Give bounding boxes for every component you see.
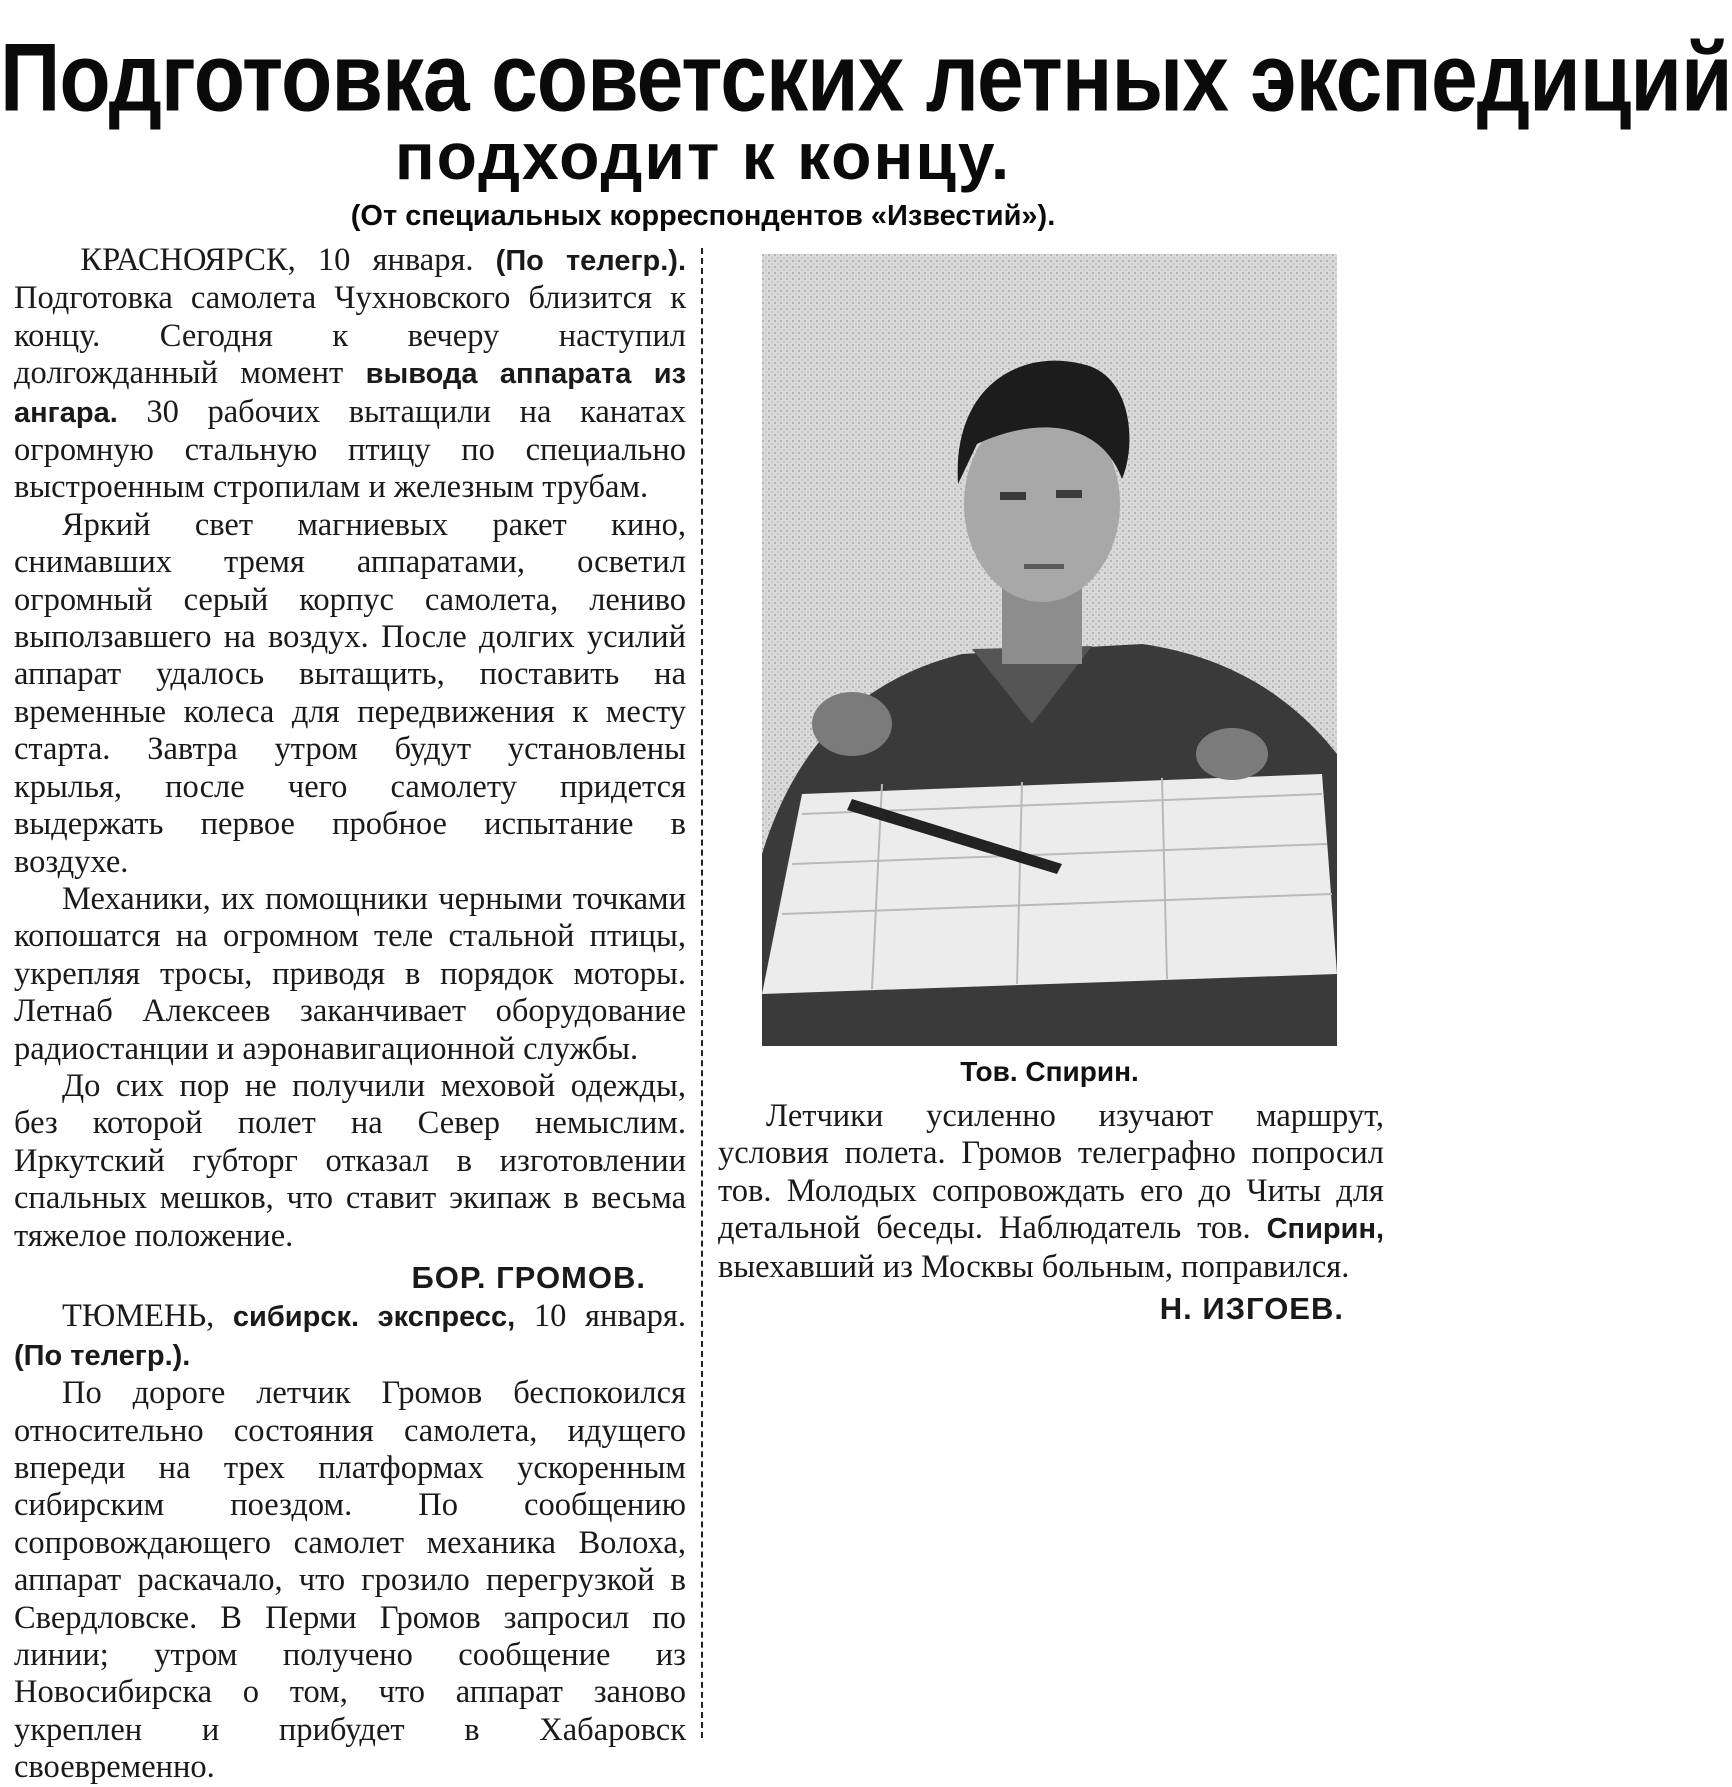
article2-paragraph-2 <box>718 1098 1384 1286</box>
article2-dateline: ТЮМЕНЬ, <box>62 1298 215 1335</box>
article2-paragraph-1: По дороге летчик Громов беспокоился относительно состояния самолета, идущего впереди на трех платформах ускоренным сибирским поездом. По сообщению сопровождающего самолет механика Волоха, аппарат раскачало, что грозило перегрузкой в Свердловске. В Перми Громов запросил по линии; утром получено сообщение из Новосибирска о том, что аппарат заново укреплен и прибудет в Хабаровск своевременно. <box>14 1375 686 1786</box>
right-column <box>718 1098 1384 1329</box>
article1-signature: БОР. ГРОМОВ. <box>411 1259 646 1295</box>
article2-source: (По телегр.). <box>14 1339 191 1372</box>
headline-subtitle: (От специальных корреспондентов «Известий»). <box>350 200 1056 232</box>
article1-paragraph-1 <box>14 242 686 507</box>
left-column <box>14 242 686 1787</box>
portrait-illustration <box>762 254 1337 1046</box>
article2-via: сибирск. экспресс, <box>232 1301 516 1334</box>
article2-text: Летчики усиленно изучают маршрут, условия полета. Громов телеграфно попросил тов. Молодых сопровождать его до Читы для детальной беседы. Наблюдатель тов. <box>718 1098 1384 1247</box>
headline-line-2: подходит к концу. <box>394 119 1012 193</box>
article1-source: (По телегр.). <box>495 245 687 277</box>
article1-paragraph-2: Яркий свет магниевых ракет кино, снимавших тремя аппаратами, осветил огромный серый корпус самолета, лениво выползавшего на воздух. После долгих усилий аппарат удалось вытащить, поставить на временные колеса для передвижения к месту старта. Завтра утром будут установлены крылья, после чего самолету придется выдержать первое пробное испытание в воздухе. <box>14 506 686 880</box>
article1-bold-phrase: вывода аппарата из ангара. <box>14 358 686 429</box>
article2-bold-name: Спирин, <box>1266 1213 1385 1246</box>
article1-text: Подготовка самолета Чухновского близится к концу. Сегодня к вечеру наступил долгожданный момент <box>14 280 686 392</box>
photo-caption: Тов. Спирин. <box>960 1056 1139 1087</box>
headline-line-1: Подготовка советских летных экспедиций <box>0 23 1732 132</box>
portrait-photo <box>762 254 1337 1046</box>
article1-paragraph-4: До сих пор не получили меховой одежды, без которой полет на Север немыслим. Иркутский губторг отказал в изготовлении спальных мешков, что ставит экипаж в весьма тяжелое положение. <box>14 1067 686 1254</box>
article1-paragraph-3: Механики, их помощники черными точками копошатся на огромном теле стальной птицы, укрепляя тросы, приводя в порядок моторы. Летнаб Алексеев заканчивает оборудование радиостанции и аэронавигационной службы. <box>14 880 686 1067</box>
article2-heading <box>14 1298 686 1375</box>
article2-text: выехавший из Москвы больным, поправился. <box>718 1248 1350 1285</box>
article2-date: 10 января. <box>533 1298 687 1335</box>
article1-dateline: КРАСНОЯРСК, 10 января. <box>80 242 474 278</box>
article1-text: 30 рабочих вытащили на канатах огромную стальную птицу по специально выстроенным стропилам и железным трубам. <box>14 393 686 506</box>
article2-signature: Н. ИЗГОЕВ. <box>1159 1291 1344 1327</box>
column-divider <box>701 248 703 1738</box>
